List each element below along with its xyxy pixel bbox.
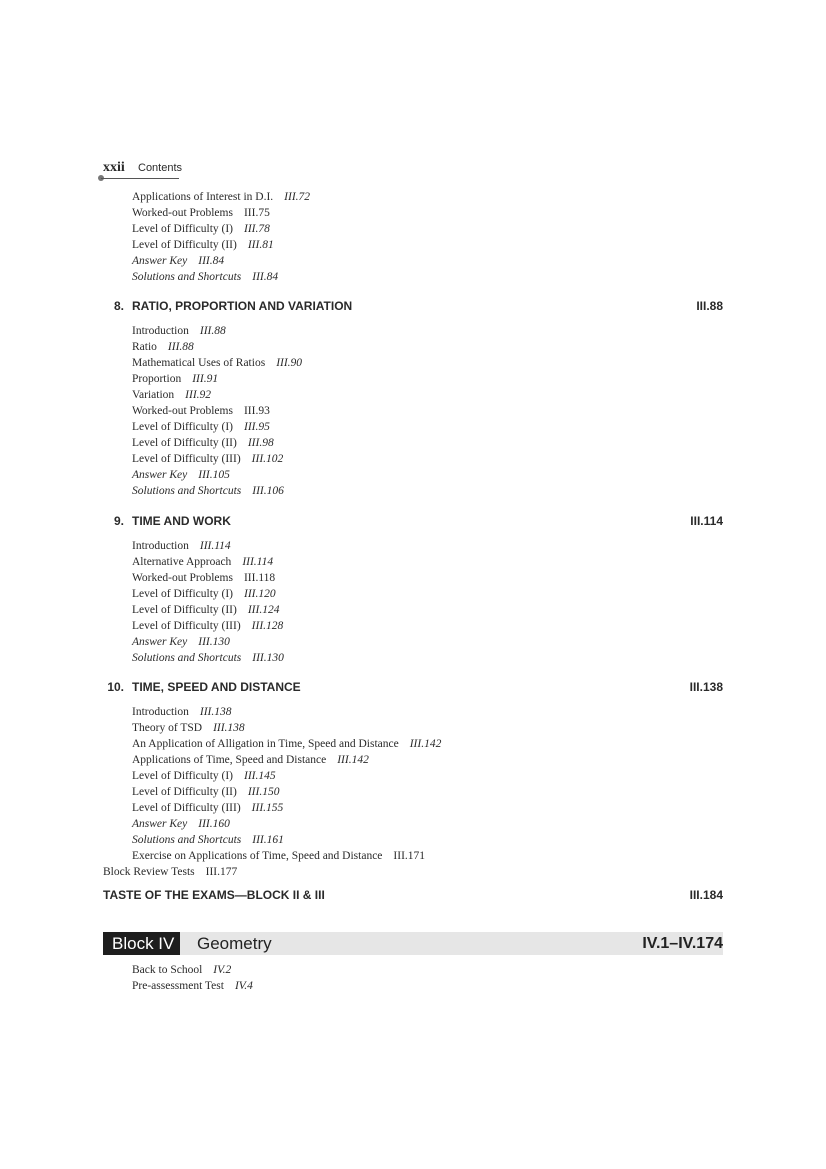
chapter-title: TIME AND WORK	[132, 514, 231, 528]
toc-entry: Solutions and Shortcuts III.106	[132, 485, 284, 497]
block-pages: IV.1–IV.174	[642, 935, 723, 952]
toc-entry: Solutions and Shortcuts III.84	[132, 271, 279, 283]
toc-entry: Level of Difficulty (II) III.150	[132, 786, 280, 798]
chapter-number: 9.	[113, 514, 124, 528]
chapter-number: 10.	[107, 680, 124, 694]
toc-entry: Applications of Time, Speed and Distance III.142	[132, 754, 369, 766]
chapter-title: RATIO, PROPORTION AND VARIATION	[132, 299, 353, 313]
running-header-title: Contents	[138, 162, 183, 174]
taste-page: III.184	[689, 888, 723, 902]
toc-entry: Level of Difficulty (III) III.102	[132, 453, 284, 465]
toc-entry: Worked-out Problems III.93	[132, 405, 270, 417]
toc-entry: Pre-assessment Test IV.4	[132, 980, 253, 992]
block-title: Geometry	[197, 934, 272, 953]
toc-entry: Introduction III.138	[132, 706, 232, 718]
block-review-entry: Block Review Tests III.177	[103, 866, 238, 878]
toc-entry: Ratio III.88	[132, 341, 194, 353]
toc-entry: Alternative Approach III.114	[132, 556, 274, 568]
chapter-page: III.88	[696, 299, 723, 313]
toc-entry: Proportion III.91	[132, 373, 219, 385]
chapter-page: III.114	[690, 514, 723, 528]
chapter-title: TIME, SPEED AND DISTANCE	[132, 680, 301, 694]
toc-entry: Solutions and Shortcuts III.161	[132, 834, 284, 846]
chapter-number: 8.	[113, 299, 124, 313]
toc-entry: Worked-out Problems III.75	[132, 207, 270, 219]
toc-entry: An Application of Alligation in Time, Speed and Distance III.142	[132, 738, 442, 750]
toc-entry: Level of Difficulty (I) III.78	[132, 223, 270, 235]
toc-entry: Level of Difficulty (III) III.155	[132, 802, 284, 814]
toc-entry: Solutions and Shortcuts III.130	[132, 652, 284, 664]
toc-entry: Applications of Interest in D.I. III.72	[132, 191, 311, 203]
taste-title: TASTE OF THE EXAMS—BLOCK II & III	[103, 888, 325, 902]
toc-entry: Level of Difficulty (III) III.128	[132, 620, 284, 632]
toc-entry: Level of Difficulty (II) III.124	[132, 604, 280, 616]
toc-entry: Variation III.92	[132, 389, 212, 401]
toc-entry: Back to School IV.2	[132, 964, 232, 976]
toc-entry: Introduction III.114	[132, 540, 231, 552]
toc-entry: Answer Key III.84	[132, 255, 225, 267]
toc-entry: Answer Key III.130	[132, 636, 230, 648]
toc-entry: Level of Difficulty (II) III.81	[132, 239, 274, 251]
toc-entry: Answer Key III.160	[132, 818, 230, 830]
block-banner	[103, 932, 723, 955]
header-rule	[101, 178, 179, 179]
toc-entry: Worked-out Problems III.118	[132, 572, 276, 584]
block-label: Block IV	[103, 932, 180, 955]
toc-entry: Level of Difficulty (I) III.120	[132, 588, 276, 600]
chapter-page: III.138	[689, 680, 723, 694]
toc-entry: Exercise on Applications of Time, Speed and Distance III.171	[132, 850, 426, 862]
toc-entry: Level of Difficulty (I) III.145	[132, 770, 276, 782]
toc-entry: Level of Difficulty (II) III.98	[132, 437, 274, 449]
toc-entry: Theory of TSD III.138	[132, 722, 245, 734]
page-number: xxii	[103, 160, 125, 175]
toc-entry: Answer Key III.105	[132, 469, 230, 481]
toc-entry: Introduction III.88	[132, 325, 226, 337]
toc-entry: Level of Difficulty (I) III.95	[132, 421, 270, 433]
toc-entry: Mathematical Uses of Ratios III.90	[132, 357, 303, 369]
